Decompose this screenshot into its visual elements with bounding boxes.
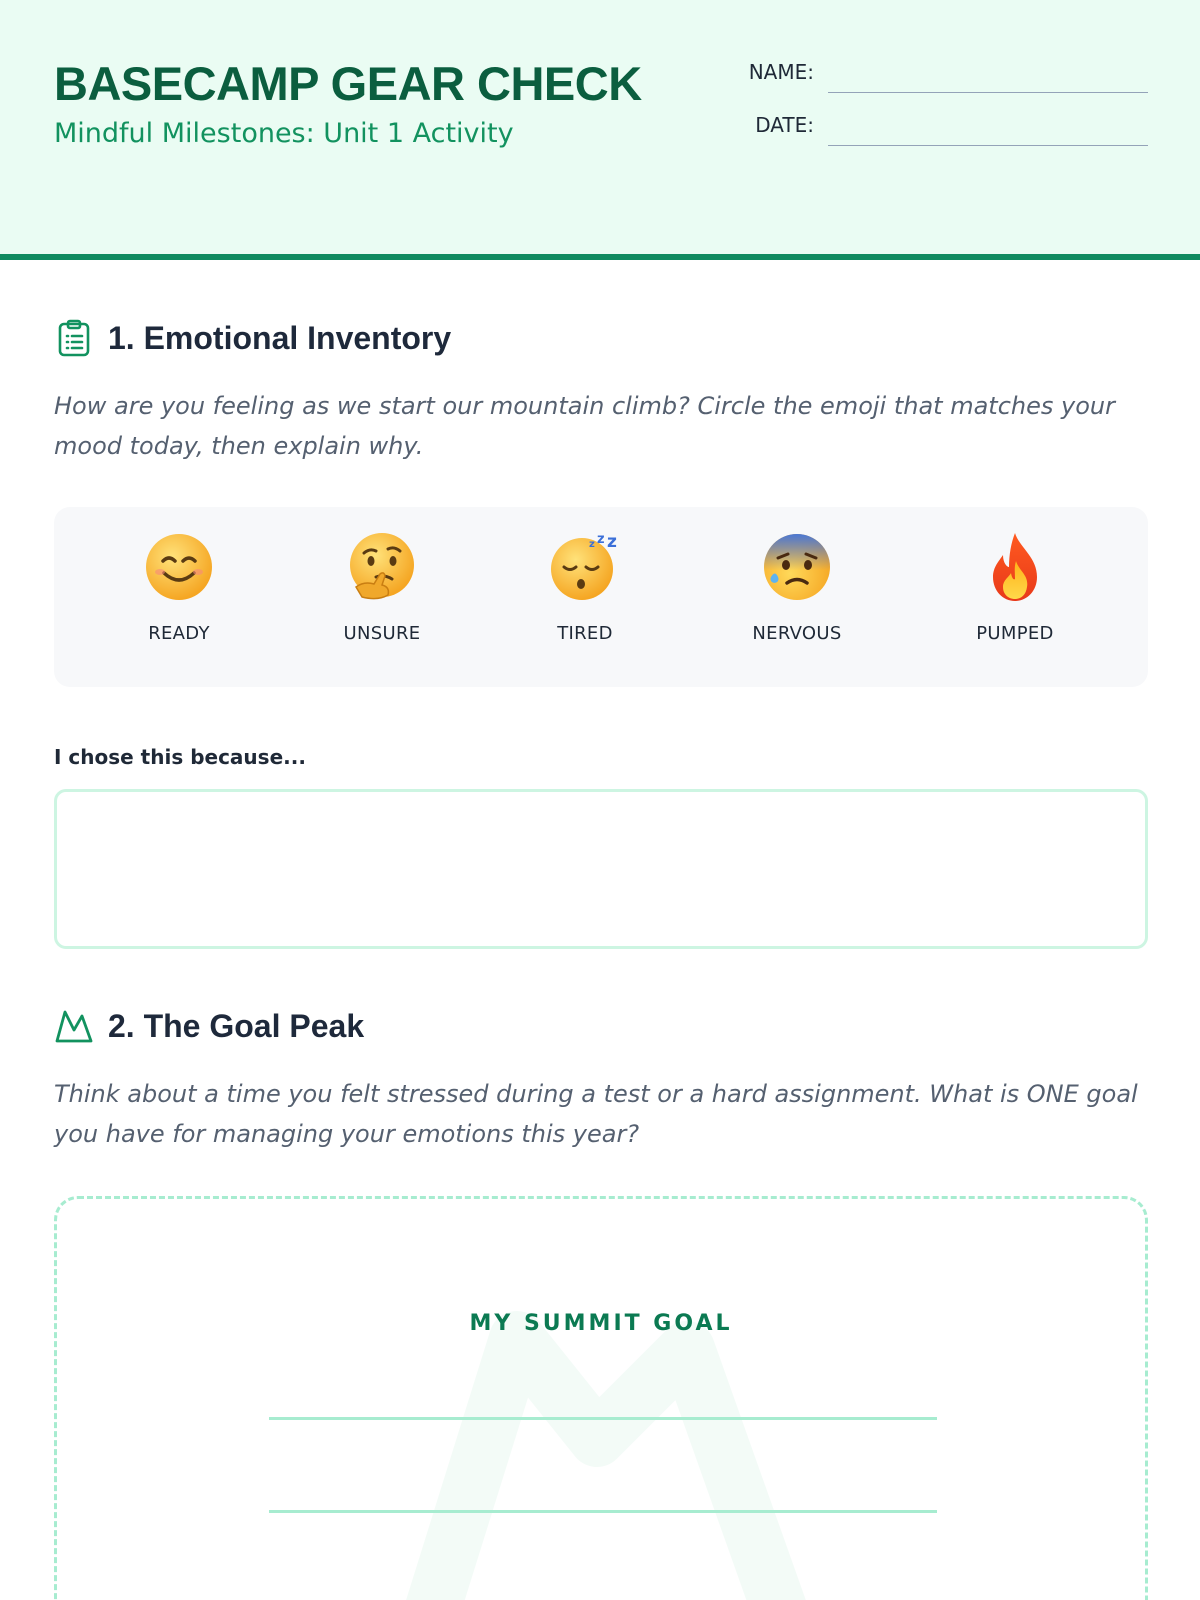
- mountain-icon: [54, 1006, 94, 1046]
- page-title: BASECAMP GEAR CHECK: [54, 57, 642, 110]
- section-1-heading: [54, 316, 451, 360]
- mood-option-ready[interactable]: [99, 531, 259, 644]
- page-subtitle: Mindful Milestones: Unit 1 Activity: [54, 118, 514, 149]
- mood-label: READY: [148, 623, 210, 644]
- svg-text:z: z: [607, 532, 617, 552]
- mood-label: PUMPED: [976, 623, 1054, 644]
- mood-selector: [54, 507, 1148, 687]
- svg-text:z: z: [597, 532, 605, 547]
- smiling-face-icon: [99, 531, 259, 603]
- name-label: NAME:: [748, 60, 814, 84]
- mood-label: TIRED: [557, 623, 613, 644]
- name-field[interactable]: [700, 56, 1148, 92]
- section-1-title: 1. Emotional Inventory: [108, 319, 452, 356]
- summit-goal-title: MY SUMMIT GOAL: [469, 1311, 733, 1336]
- sleeping-face-icon: [505, 531, 665, 603]
- mood-label: NERVOUS: [752, 623, 842, 644]
- thinking-face-icon: [302, 531, 462, 603]
- section-2-title: 2. The Goal Peak: [108, 1007, 365, 1044]
- clipboard-icon: [54, 318, 94, 358]
- goal-writing-line[interactable]: [269, 1510, 937, 1513]
- mood-label: UNSURE: [343, 623, 421, 644]
- anxious-face-icon: [717, 531, 877, 603]
- mood-option-pumped[interactable]: [935, 531, 1095, 644]
- goal-writing-line[interactable]: [269, 1417, 937, 1420]
- date-field[interactable]: [700, 109, 1148, 145]
- reason-label: I chose this because...: [54, 745, 306, 769]
- date-label: DATE:: [755, 113, 814, 137]
- name-line[interactable]: [828, 92, 1148, 93]
- date-line[interactable]: [828, 145, 1148, 146]
- section-2-prompt: Think about a time you felt stressed during a test or a hard assignment. What is ONE goal you have for managing your emotions this year?: [54, 1080, 1138, 1148]
- mood-option-unsure[interactable]: [302, 531, 462, 644]
- mood-option-nervous[interactable]: [717, 531, 877, 644]
- summit-goal-card: [54, 1196, 1148, 1600]
- svg-text:z: z: [589, 539, 595, 550]
- worksheet-header: [0, 0, 1200, 260]
- fire-icon: [935, 531, 1095, 603]
- section-2-heading: [54, 1004, 364, 1048]
- mood-option-tired[interactable]: [505, 531, 665, 644]
- section-1-prompt: How are you feeling as we start our mountain climb? Circle the emoji that matches your mood today, then explain why.: [54, 392, 1115, 460]
- reason-input[interactable]: [54, 789, 1148, 949]
- mountain-watermark-icon: [397, 1309, 817, 1600]
